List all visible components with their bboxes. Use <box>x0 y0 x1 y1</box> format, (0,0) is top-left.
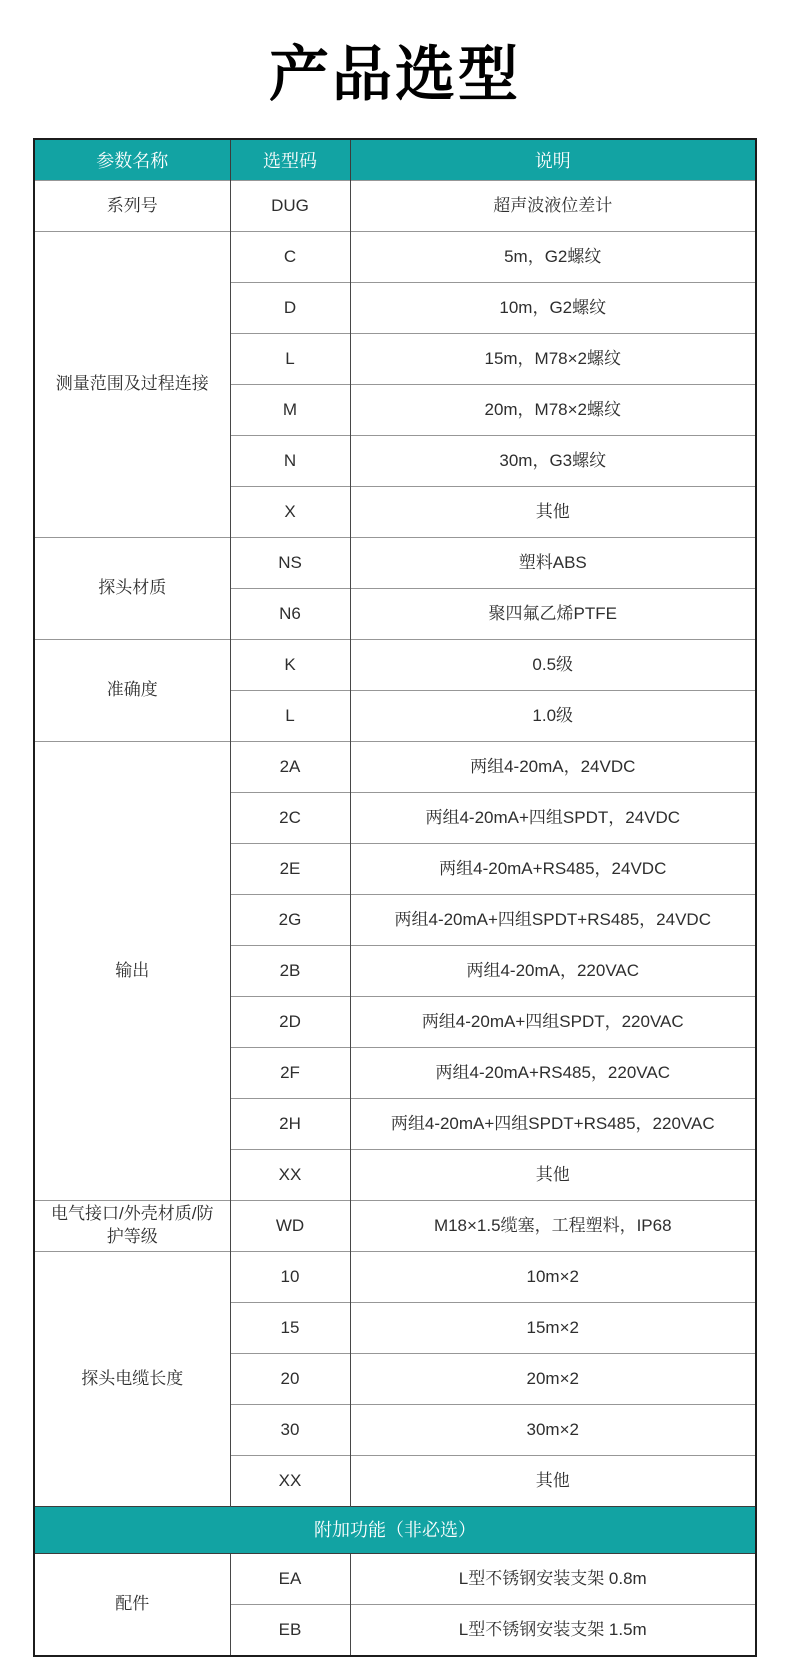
column-header-selection-code: 选型码 <box>230 139 350 181</box>
desc-cell: 超声波液位差计 <box>350 181 756 232</box>
code-cell: 20 <box>230 1354 350 1405</box>
table-row <box>34 181 756 232</box>
code-cell: K <box>230 640 350 691</box>
code-cell: XX <box>230 1150 350 1201</box>
desc-cell: 20m×2 <box>350 1354 756 1405</box>
param-cell: 测量范围及过程连接 <box>34 232 230 538</box>
desc-cell: 两组4-20mA+四组SPDT+RS485，24VDC <box>350 895 756 946</box>
page-title: 产品选型 <box>269 41 521 108</box>
desc-cell: 20m，M78×2螺纹 <box>350 385 756 436</box>
desc-cell: L型不锈钢安装支架 1.5m <box>350 1605 756 1657</box>
section-banner: 附加功能（非必选） <box>34 1507 756 1554</box>
code-cell: 2B <box>230 946 350 997</box>
desc-cell: 两组4-20mA，24VDC <box>350 742 756 793</box>
column-header-description: 说明 <box>350 139 756 181</box>
code-cell: N6 <box>230 589 350 640</box>
code-cell: XX <box>230 1456 350 1507</box>
desc-cell: L型不锈钢安装支架 0.8m <box>350 1554 756 1605</box>
desc-cell: 30m×2 <box>350 1405 756 1456</box>
desc-cell: 两组4-20mA，220VAC <box>350 946 756 997</box>
code-cell: X <box>230 487 350 538</box>
code-cell: 2F <box>230 1048 350 1099</box>
table-row <box>34 640 756 691</box>
table-header <box>34 139 756 181</box>
desc-cell: 1.0级 <box>350 691 756 742</box>
code-cell: 2A <box>230 742 350 793</box>
param-cell: 电气接口/外壳材质/防护等级 <box>34 1201 230 1252</box>
selection-table-body <box>34 181 756 1657</box>
code-cell: L <box>230 691 350 742</box>
desc-cell: 两组4-20mA+四组SPDT+RS485，220VAC <box>350 1099 756 1150</box>
code-cell: C <box>230 232 350 283</box>
param-cell: 输出 <box>34 742 230 1201</box>
table-header-row <box>34 139 756 181</box>
product-selection-table <box>33 138 757 1657</box>
desc-cell: 其他 <box>350 1150 756 1201</box>
desc-cell: 10m，G2螺纹 <box>350 283 756 334</box>
code-cell: 2H <box>230 1099 350 1150</box>
table-row <box>34 1252 756 1303</box>
desc-cell: 两组4-20mA+RS485，220VAC <box>350 1048 756 1099</box>
table-row <box>34 538 756 589</box>
desc-cell: 0.5级 <box>350 640 756 691</box>
desc-cell: 5m，G2螺纹 <box>350 232 756 283</box>
desc-cell: 30m，G3螺纹 <box>350 436 756 487</box>
desc-cell: 两组4-20mA+四组SPDT，24VDC <box>350 793 756 844</box>
code-cell: 2D <box>230 997 350 1048</box>
param-cell: 准确度 <box>34 640 230 742</box>
column-header-parameter-name: 参数名称 <box>34 139 230 181</box>
code-cell: L <box>230 334 350 385</box>
desc-cell: 两组4-20mA+四组SPDT，220VAC <box>350 997 756 1048</box>
code-cell: N <box>230 436 350 487</box>
param-cell: 配件 <box>34 1554 230 1657</box>
table-row <box>34 232 756 283</box>
param-cell: 探头材质 <box>34 538 230 640</box>
banner-row <box>34 1507 756 1554</box>
code-cell: WD <box>230 1201 350 1252</box>
code-cell: D <box>230 283 350 334</box>
table-row <box>34 742 756 793</box>
code-cell: M <box>230 385 350 436</box>
code-cell: 15 <box>230 1303 350 1354</box>
param-cell: 系列号 <box>34 181 230 232</box>
desc-cell: 10m×2 <box>350 1252 756 1303</box>
desc-cell: 塑料ABS <box>350 538 756 589</box>
code-cell: 10 <box>230 1252 350 1303</box>
code-cell: 2C <box>230 793 350 844</box>
param-cell: 探头电缆长度 <box>34 1252 230 1507</box>
code-cell: 2G <box>230 895 350 946</box>
desc-cell: 聚四氟乙烯PTFE <box>350 589 756 640</box>
desc-cell: 15m×2 <box>350 1303 756 1354</box>
desc-cell: 其他 <box>350 1456 756 1507</box>
desc-cell: 15m，M78×2螺纹 <box>350 334 756 385</box>
code-cell: 30 <box>230 1405 350 1456</box>
desc-cell: 其他 <box>350 487 756 538</box>
desc-cell: M18×1.5缆塞，工程塑料，IP68 <box>350 1201 756 1252</box>
table-row <box>34 1201 756 1252</box>
table-row <box>34 1554 756 1605</box>
desc-cell: 两组4-20mA+RS485，24VDC <box>350 844 756 895</box>
code-cell: EA <box>230 1554 350 1605</box>
code-cell: DUG <box>230 181 350 232</box>
code-cell: NS <box>230 538 350 589</box>
code-cell: 2E <box>230 844 350 895</box>
code-cell: EB <box>230 1605 350 1657</box>
